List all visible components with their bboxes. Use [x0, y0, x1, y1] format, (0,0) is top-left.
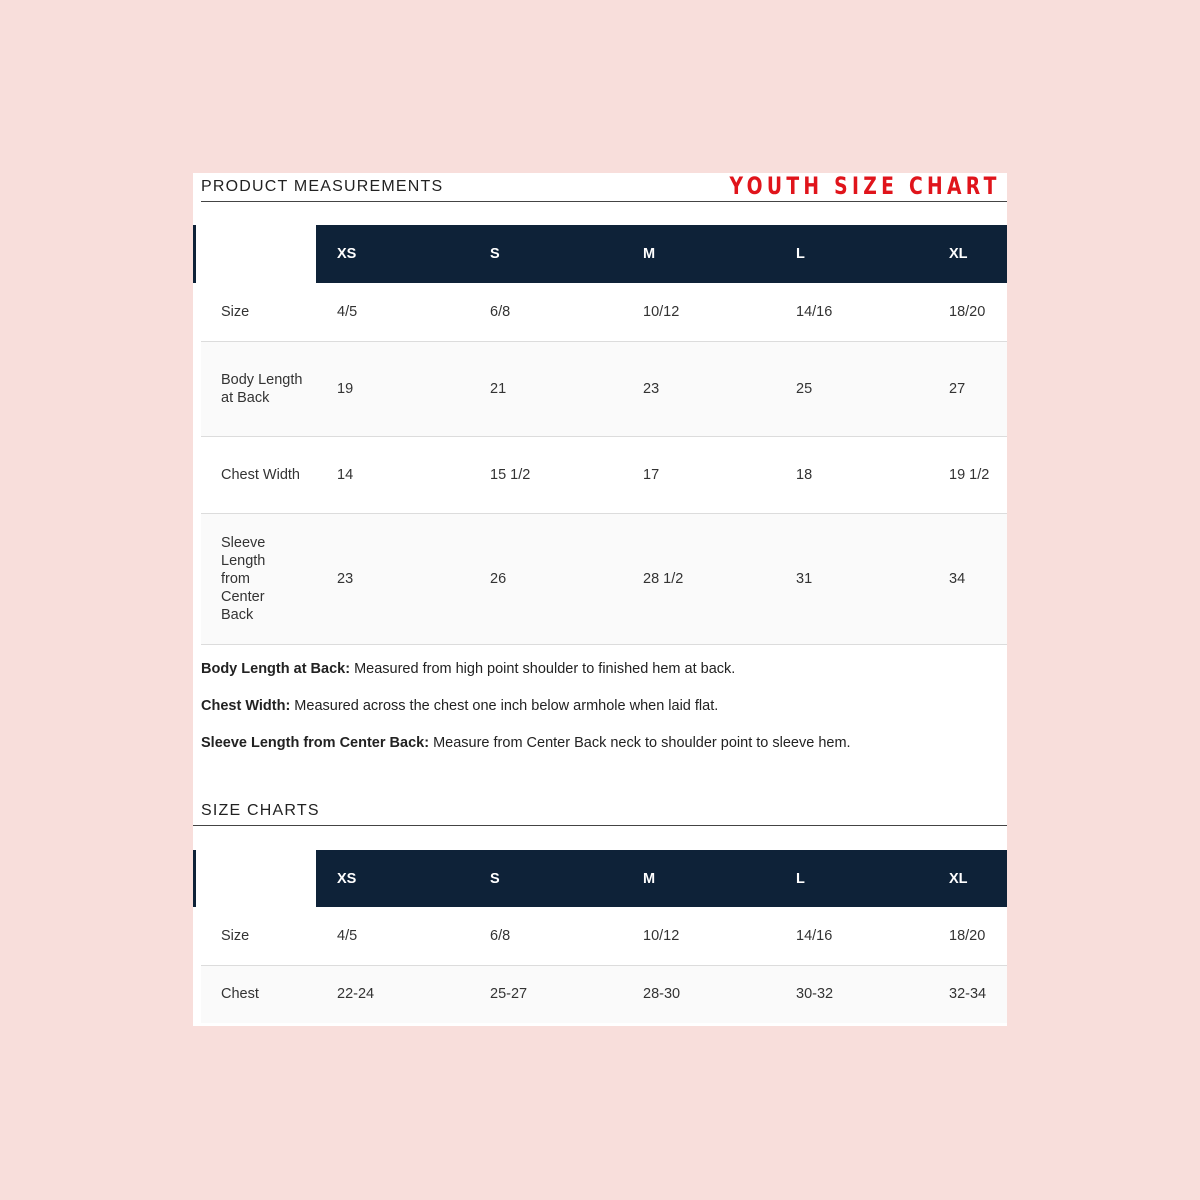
note-term: Chest Width: [201, 698, 291, 714]
note-sleeve-length [201, 734, 1001, 771]
table-cell: 23 [316, 513, 469, 644]
header-s: S [469, 225, 622, 283]
row-label: Size [201, 907, 316, 965]
size-chart-card [193, 173, 1007, 1026]
youth-size-chart-banner: YOUTH SIZE CHART [729, 172, 1001, 200]
measurements-header [201, 173, 1007, 202]
size-charts-table [201, 850, 1007, 1023]
size-charts-header [201, 797, 1007, 826]
header-m: M [622, 225, 775, 283]
note-text: Measured from high point shoulder to finished hem at back. [350, 661, 736, 677]
row-label: Body Length at Back [201, 341, 316, 436]
header-l: L [775, 225, 928, 283]
table-row [201, 513, 1007, 644]
table-cell: 18 [775, 436, 928, 513]
table-cell: 14/16 [775, 907, 928, 965]
table-marker [193, 225, 196, 283]
table-cell: 21 [469, 341, 622, 436]
header-corner [201, 225, 316, 283]
table-row [201, 436, 1007, 513]
table-cell: 25-27 [469, 965, 622, 1023]
table-row [201, 341, 1007, 436]
table-cell: 28-30 [622, 965, 775, 1023]
table-cell: 17 [622, 436, 775, 513]
table-cell: 18/20 [928, 283, 1007, 341]
size-charts-title: SIZE CHARTS [201, 802, 320, 819]
table-cell: 10/12 [622, 907, 775, 965]
header-xl: XL [928, 850, 1007, 907]
table-cell: 4/5 [316, 907, 469, 965]
table-cell: 10/12 [622, 283, 775, 341]
note-text: Measure from Center Back neck to shoulder point to sleeve hem. [429, 735, 851, 751]
table-row [201, 283, 1007, 341]
table-cell: 27 [928, 341, 1007, 436]
header-l: L [775, 850, 928, 907]
measurements-title: PRODUCT MEASUREMENTS [201, 178, 444, 195]
measurements-header-row [201, 225, 1007, 283]
section-divider-tick [193, 797, 201, 826]
row-label: Chest [201, 965, 316, 1023]
table-cell: 23 [622, 341, 775, 436]
table-cell: 28 1/2 [622, 513, 775, 644]
table-cell: 25 [775, 341, 928, 436]
note-term: Body Length at Back: [201, 661, 351, 677]
note-term: Sleeve Length from Center Back: [201, 735, 430, 751]
note-body-length [201, 660, 1001, 697]
measurements-table [201, 225, 1007, 645]
table-cell: 6/8 [469, 907, 622, 965]
header-xl: XL [928, 225, 1007, 283]
table-cell: 34 [928, 513, 1007, 644]
table-cell: 32-34 [928, 965, 1007, 1023]
note-text: Measured across the chest one inch below armhole when laid flat. [290, 698, 719, 714]
header-xs: XS [316, 850, 469, 907]
header-s: S [469, 850, 622, 907]
table-marker [193, 850, 196, 907]
row-label: Size [201, 283, 316, 341]
measurement-notes [201, 660, 1001, 771]
table-cell: 19 1/2 [928, 436, 1007, 513]
row-label: Sleeve Length from Center Back [201, 513, 316, 644]
table-cell: 6/8 [469, 283, 622, 341]
table-cell: 15 1/2 [469, 436, 622, 513]
table-cell: 26 [469, 513, 622, 644]
table-cell: 18/20 [928, 907, 1007, 965]
header-corner [201, 850, 316, 907]
table-cell: 4/5 [316, 283, 469, 341]
table-cell: 22-24 [316, 965, 469, 1023]
table-cell: 14/16 [775, 283, 928, 341]
table-cell: 19 [316, 341, 469, 436]
table-row [201, 965, 1007, 1023]
size-charts-header-row [201, 850, 1007, 907]
row-label: Chest Width [201, 436, 316, 513]
note-chest-width [201, 697, 1001, 734]
header-xs: XS [316, 225, 469, 283]
table-cell: 14 [316, 436, 469, 513]
table-row [201, 907, 1007, 965]
table-cell: 31 [775, 513, 928, 644]
header-m: M [622, 850, 775, 907]
table-cell: 30-32 [775, 965, 928, 1023]
